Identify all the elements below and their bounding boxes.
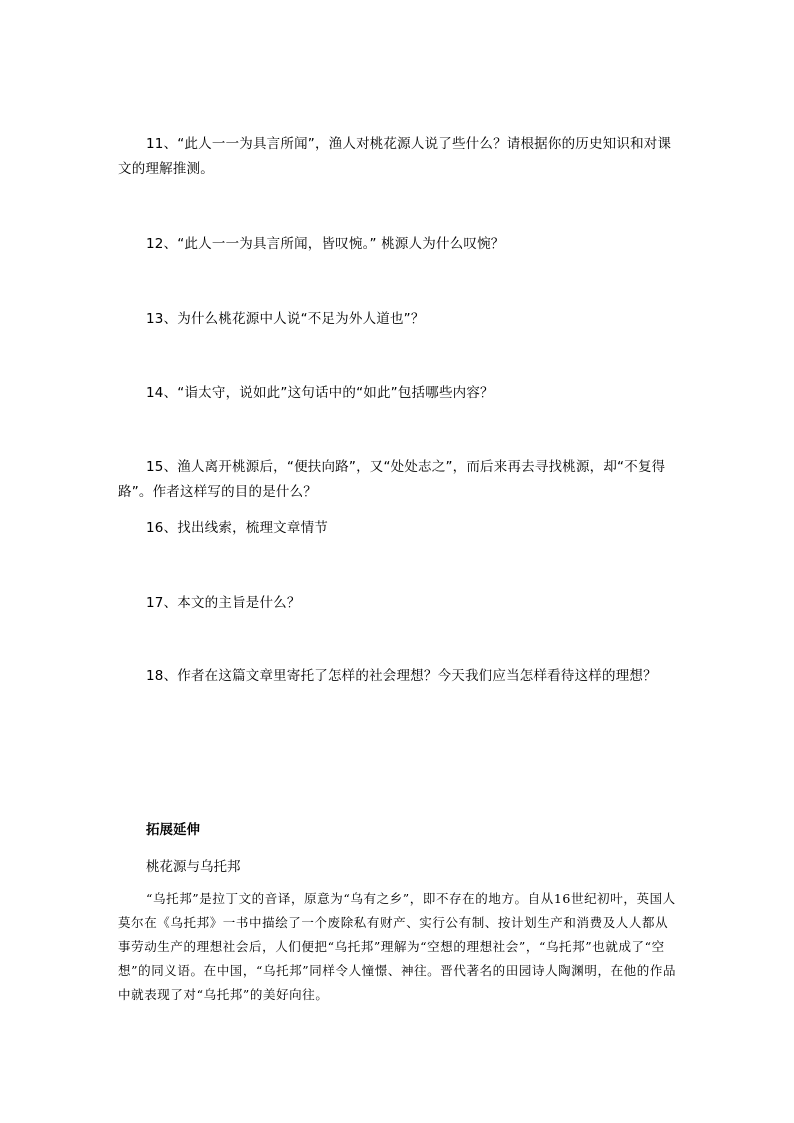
question-15: 15、渔人离开桃源后，“便扶向路”，又“处处志之”，而后来再去寻找桃源，却“不复得路”。作者这样写的目的是什么？ xyxy=(118,459,666,500)
passage-title: 桃花源与乌托邦 xyxy=(146,859,241,875)
question-12: 12、“此人一一为具言所闻，皆叹惋。” 桃源人为什么叹惋？ xyxy=(146,236,505,252)
question-17: 17、本文的主旨是什么？ xyxy=(146,595,301,611)
section-heading: 拓展延伸 xyxy=(146,822,200,838)
question-11: 11、“此人一一为具言所闻”，渔人对桃花源人说了些什么？请根据你的历史知识和对课文的理解推测。 xyxy=(118,136,672,177)
question-18: 18、作者在这篇文章里寄托了怎样的社会理想？今天我们应当怎样看待这样的理想？ xyxy=(146,668,657,684)
question-14: 14、“诣太守，说如此”这句话中的“如此”包括哪些内容？ xyxy=(146,385,494,401)
question-16: 16、找出线索，梳理文章情节 xyxy=(146,520,328,536)
passage-text: “乌托邦”是拉丁文的音译，原意为“乌有之乡”，即不存在的地方。自从16世纪初叶，英国人莫尔在《乌托邦》一书中描绘了一个废除私有财产、实行公有制、按计划生产和消费及人人都从事劳动生产的理想社会后，人们便把“乌托邦”理解为“空想的理想社会”，“乌托邦”也就成了“空想”的同义语。在中国，“乌托邦”同样令人憧憬、神往。晋代著名的田园诗人陶渊明，在他的作品中就表现了对“乌托邦”的美好向往。 xyxy=(118,891,677,1002)
question-13: 13、为什么桃花源中人说“不足为外人道也”？ xyxy=(146,311,425,327)
